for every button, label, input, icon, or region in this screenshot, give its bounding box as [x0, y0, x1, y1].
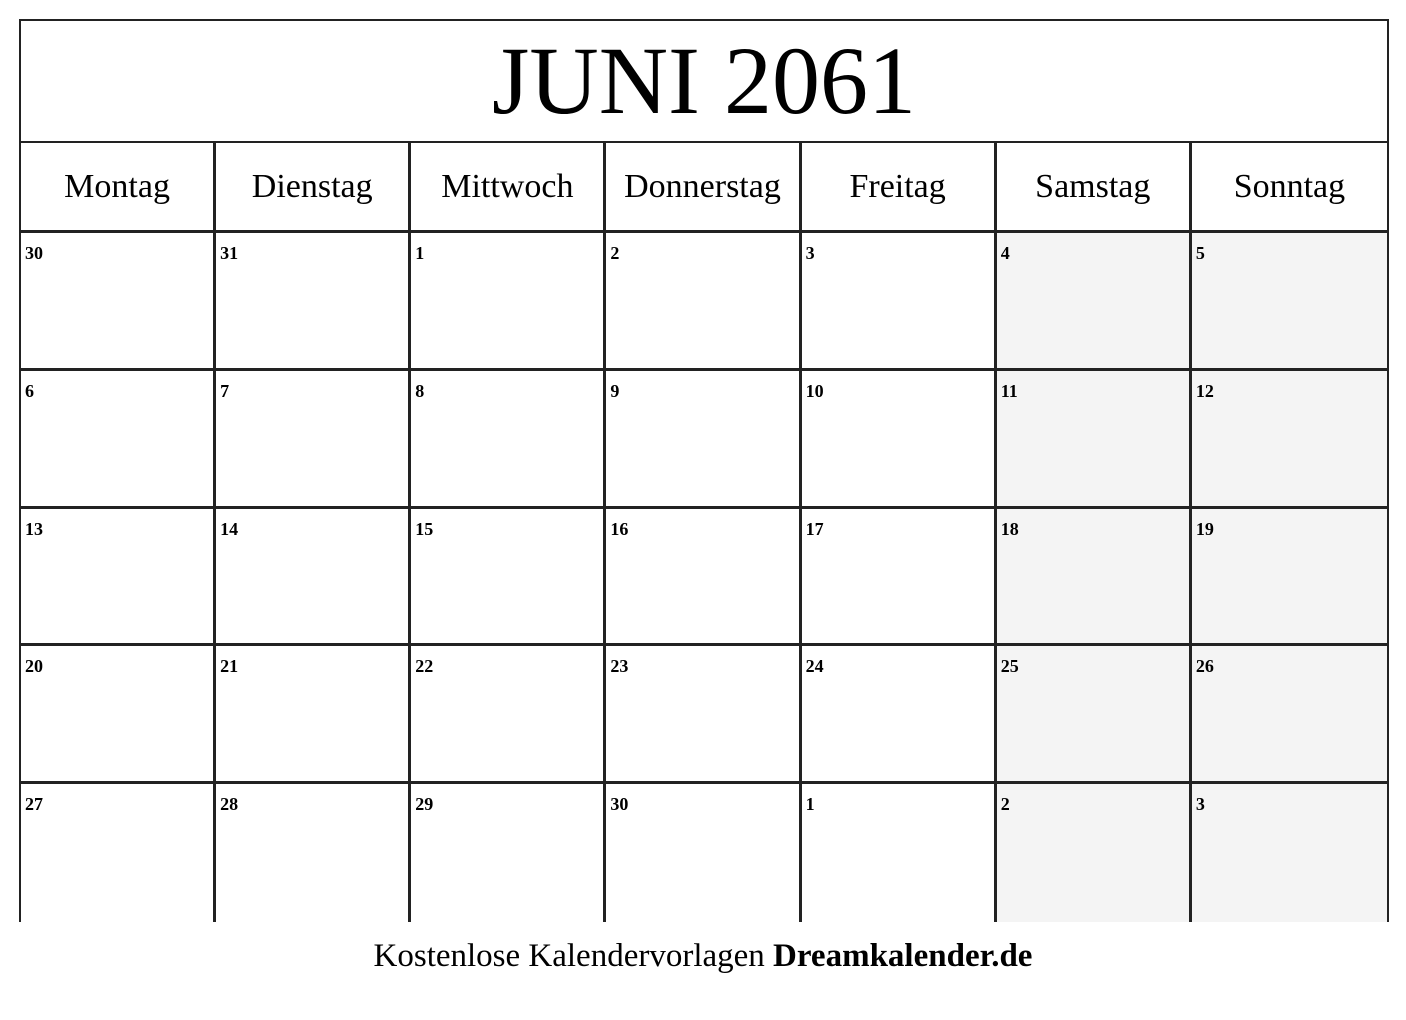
- weekend-day-cell: [997, 509, 1192, 647]
- day-number: 20: [25, 656, 43, 677]
- weekend-day-cell: [997, 646, 1192, 784]
- footer-brand-link[interactable]: Dreamkalender.de: [773, 938, 1033, 974]
- day-cell: [606, 784, 801, 922]
- calendar-title: JUNI 2061: [492, 27, 916, 134]
- day-cell: [216, 646, 411, 784]
- day-cell: [606, 646, 801, 784]
- day-number: 2: [610, 243, 620, 263]
- day-cell: [21, 371, 216, 509]
- day-number: 6: [25, 380, 34, 401]
- day-cell: [411, 509, 606, 647]
- day-number: 17: [805, 518, 824, 539]
- day-cell: [216, 371, 411, 509]
- weekday-header-monday: Montag: [21, 143, 216, 233]
- day-number: 18: [1000, 518, 1019, 539]
- weekend-day-cell: [997, 371, 1192, 509]
- day-number: 25: [1000, 656, 1019, 677]
- day-cell: [21, 509, 216, 647]
- day-number: 10: [805, 380, 824, 401]
- weekday-header-friday: Freitag: [802, 143, 997, 233]
- day-number: 31: [220, 243, 239, 263]
- day-number: 26: [1195, 656, 1214, 677]
- weekend-day-cell: [1192, 509, 1387, 647]
- day-number: 22: [415, 656, 434, 677]
- calendar: [19, 19, 1389, 922]
- day-number: 2: [1000, 794, 1010, 815]
- day-number: 19: [1195, 518, 1214, 539]
- day-number: 21: [220, 656, 239, 677]
- day-cell: [802, 646, 997, 784]
- day-number: 11: [1000, 380, 1018, 401]
- title-bar: [21, 21, 1387, 143]
- day-cell: [21, 784, 216, 922]
- weekday-header-tuesday: Dienstag: [216, 143, 411, 233]
- footer: [0, 938, 1406, 975]
- day-number: 5: [1195, 243, 1205, 263]
- day-number: 8: [415, 380, 425, 401]
- day-number: 13: [25, 518, 43, 539]
- day-cell: [802, 784, 997, 922]
- day-number: 1: [805, 794, 815, 815]
- day-cell: [411, 371, 606, 509]
- day-number: 28: [220, 794, 239, 815]
- day-number: 30: [25, 243, 43, 263]
- weekday-header-saturday: Samstag: [997, 143, 1192, 233]
- weekday-header-thursday: Donnerstag: [606, 143, 801, 233]
- day-cell: [216, 784, 411, 922]
- weekday-header-sunday: Sonntag: [1192, 143, 1387, 233]
- day-cell: [606, 233, 801, 371]
- day-number: 4: [1000, 243, 1010, 263]
- day-number: 12: [1195, 380, 1214, 401]
- weekend-day-cell: [1192, 233, 1387, 371]
- day-number: 9: [610, 380, 620, 401]
- day-number: 27: [25, 794, 43, 815]
- weekday-header-wednesday: Mittwoch: [411, 143, 606, 233]
- day-cell: [411, 646, 606, 784]
- day-number: 1: [415, 243, 425, 263]
- day-number: 16: [610, 518, 629, 539]
- day-cell: [216, 233, 411, 371]
- day-number: 23: [610, 656, 629, 677]
- day-cell: [802, 371, 997, 509]
- day-cell: [411, 233, 606, 371]
- calendar-grid: [21, 143, 1387, 922]
- footer-text: Kostenlose Kalendervorlagen: [373, 938, 765, 974]
- day-number: 15: [415, 518, 434, 539]
- day-number: 3: [1195, 794, 1205, 815]
- day-number: 14: [220, 518, 239, 539]
- day-number: 7: [220, 380, 230, 401]
- weekend-day-cell: [1192, 646, 1387, 784]
- day-cell: [216, 509, 411, 647]
- weekend-day-cell: [1192, 371, 1387, 509]
- weekend-day-cell: [1192, 784, 1387, 922]
- day-number: 24: [805, 656, 824, 677]
- day-cell: [21, 233, 216, 371]
- day-cell: [802, 233, 997, 371]
- day-cell: [802, 509, 997, 647]
- day-cell: [21, 646, 216, 784]
- weekend-day-cell: [997, 784, 1192, 922]
- day-cell: [411, 784, 606, 922]
- day-cell: [606, 509, 801, 647]
- day-cell: [606, 371, 801, 509]
- day-number: 29: [415, 794, 434, 815]
- day-number: 3: [805, 243, 815, 263]
- weekend-day-cell: [997, 233, 1192, 371]
- day-number: 30: [610, 794, 629, 815]
